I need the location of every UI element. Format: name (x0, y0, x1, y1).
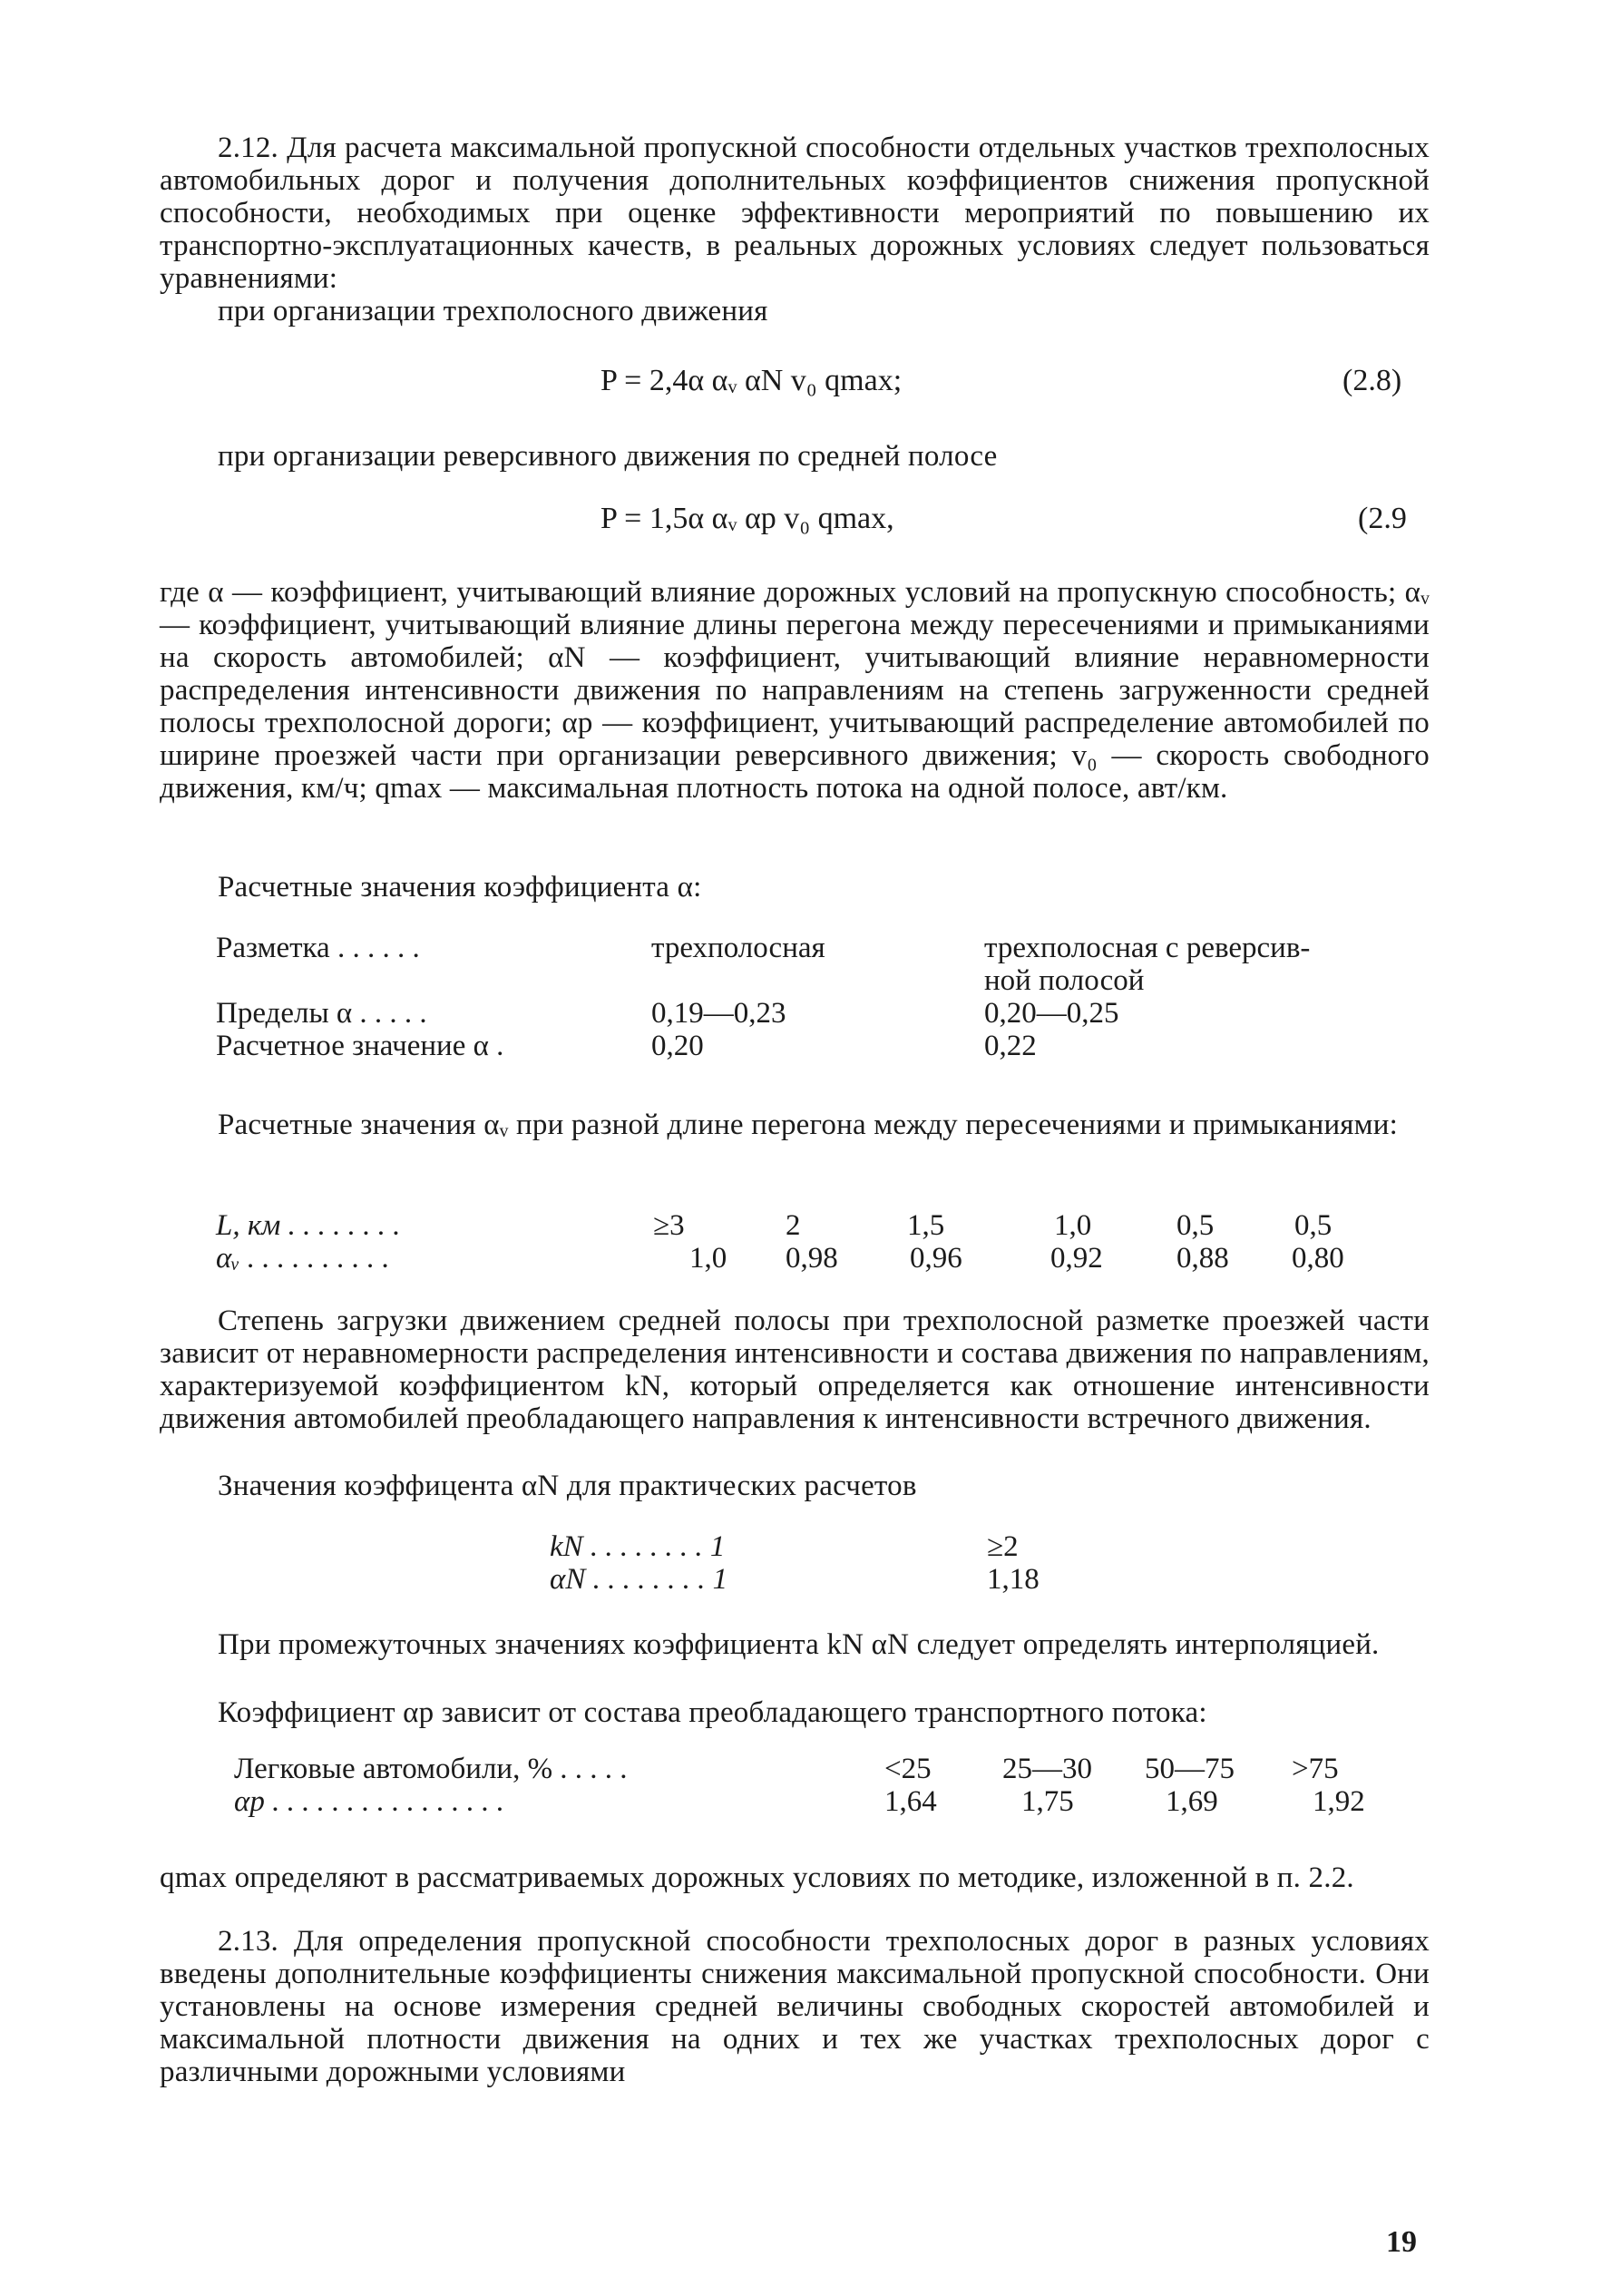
alpha-table-calculated-three-lane: 0,20 (651, 1030, 704, 1062)
formula-2-9-number: (2.9 (1358, 502, 1407, 535)
av-table-label-coefficient: αᵥ . . . . . . . . . . (216, 1242, 390, 1275)
paragraph-variables: где α — коэффициент, учитывающий влияние дорожных условий на пропускную способность; αᵥ — коэффициент, учитывающий влияние длины перегона между пересечениями и примыканиями на скорость автомобилей; αN — коэффициент, учитывающий влияние неравномерности распределения интенсивности движения по направлениям на степень загруженности средней полосы трехполосной дороги; αр — коэффициент, учитывающий распределение автомобилей по ширине проезжей части при организации реверсивного движения; v₀ — скорость свободного движения, км/ч; qmax — максимальная плотность потока на одной полосе, авт/км. (160, 576, 1430, 805)
formula-2-9: P = 1,5α αᵥ αр v₀ qmax, (600, 502, 894, 535)
ap-table-coefficient-value: 1,75 (1021, 1785, 1074, 1818)
alpha-table-limits-reversible: 0,20—0,25 (984, 997, 1119, 1030)
an-table-label-an: αN . . . . . . . . 1 (550, 1563, 728, 1596)
av-table-coefficient-value: 0,88 (1176, 1242, 1229, 1275)
ap-table-coefficient-value: 1,69 (1166, 1785, 1218, 1818)
av-table-coefficient-value: 0,92 (1050, 1242, 1103, 1275)
paragraph-2-12: 2.12. Для расчета максимальной пропускной способности отдельных участков трехполосных автомобильных дорог и получения дополнительных коэффициентов снижения пропускной способности, необходимых при оценке эффективности мероприятий по повышению их транспортно-эксплуатационных качеств, в реальных дорожных условиях следует пользоваться уравнениями: (160, 132, 1430, 295)
ap-table-cars-value: <25 (884, 1753, 932, 1785)
av-table-length-value: 1,0 (1054, 1209, 1092, 1242)
alpha-table-label-marking: Разметка . . . . . . (216, 932, 420, 964)
av-table-length-value: 2 (786, 1209, 801, 1242)
ap-table-coefficient-value: 1,64 (884, 1785, 937, 1818)
av-table-length-value: 1,5 (907, 1209, 945, 1242)
ap-table-label-coefficient: αр . . . . . . . . . . . . . . . . (234, 1785, 504, 1818)
paragraph-av-values: Расчетные значения αᵥ при разной длине перегона между пересечениями и примыканиями: (218, 1109, 1398, 1141)
an-table-label-kn: kN . . . . . . . . 1 (550, 1530, 726, 1563)
paragraph-an-values: Значения коэффицента αN для практических расчетов (218, 1470, 917, 1502)
alpha-table-limits-three-lane: 0,19—0,23 (651, 997, 786, 1030)
av-table-coefficient-value: 0,98 (786, 1242, 838, 1275)
paragraph-interpolation: При промежуточных значениях коэффициента kN αN следует определять интерполяцией. (218, 1628, 1380, 1661)
paragraph-ap-values: Коэффициент αр зависит от состава преобладающего транспортного потока: (218, 1696, 1207, 1729)
paragraph-middle-lane-load: Степень загрузки движением средней полосы при трехполосной разметке проезжей части зависит от неравномерности распределения интенсивности и состава движения по направлениям, характеризуемой коэффициентом kN, который определяется как отношение интенсивности движения автомобилей преобладающего направления к интенсивности встречного движения. (160, 1304, 1430, 1435)
an-table-kn-value: ≥2 (987, 1530, 1019, 1563)
formula-2-8: P = 2,4α αᵥ αN v₀ qmax; (600, 364, 903, 397)
ap-table-cars-value: 25—30 (1002, 1753, 1092, 1785)
alpha-table-marking-reversible-line1: трехполосная с реверсив- (984, 932, 1311, 964)
paragraph-2-13: 2.13. Для определения пропускной способности трехполосных дорог в разных условиях введены дополнительные коэффициенты снижения максимальной пропускной способности. Они установлены на основе измерения средней величины свободных скоростей автомобилей и максимальной плотности движения на одних и тех же участках трехполосных дорог с различными дорожными условиями (160, 1925, 1430, 2088)
an-table-an-value: 1,18 (987, 1563, 1040, 1596)
formula-2-8-number: (2.8) (1342, 364, 1402, 397)
av-table-coefficient-value: 0,80 (1292, 1242, 1344, 1275)
ap-table-coefficient-value: 1,92 (1313, 1785, 1365, 1818)
alpha-table-marking-reversible-line2: ной полосой (984, 964, 1145, 997)
paragraph-reversible-traffic: при организации реверсивного движения по средней полосе (218, 440, 998, 473)
alpha-table-calculated-reversible: 0,22 (984, 1030, 1037, 1062)
alpha-table-label-calculated: Расчетное значение α . (216, 1030, 504, 1062)
av-table-length-value: ≥3 (653, 1209, 685, 1242)
av-table-length-value: 0,5 (1294, 1209, 1333, 1242)
paragraph-alpha-values: Расчетные значения коэффициента α: (218, 871, 702, 904)
paragraph-three-lane-traffic: при организации трехполосного движения (218, 295, 768, 327)
alpha-table-label-limits: Пределы α . . . . . (216, 997, 427, 1030)
page-number: 19 (1386, 2225, 1417, 2259)
av-table-coefficient-value: 0,96 (910, 1242, 962, 1275)
av-table-label-length: L, км . . . . . . . . (216, 1209, 401, 1242)
ap-table-cars-value: 50—75 (1145, 1753, 1235, 1785)
av-table-coefficient-value: 1,0 (689, 1242, 727, 1275)
ap-table-cars-value: >75 (1292, 1753, 1339, 1785)
ap-table-label-cars: Легковые автомобили, % . . . . . (234, 1753, 628, 1785)
av-table-length-value: 0,5 (1176, 1209, 1215, 1242)
alpha-table-marking-three-lane: трехполосная (651, 932, 825, 964)
paragraph-qmax-method: qmax определяют в рассматриваемых дорожных условиях по методике, изложенной в п. 2.2. (160, 1861, 1354, 1894)
